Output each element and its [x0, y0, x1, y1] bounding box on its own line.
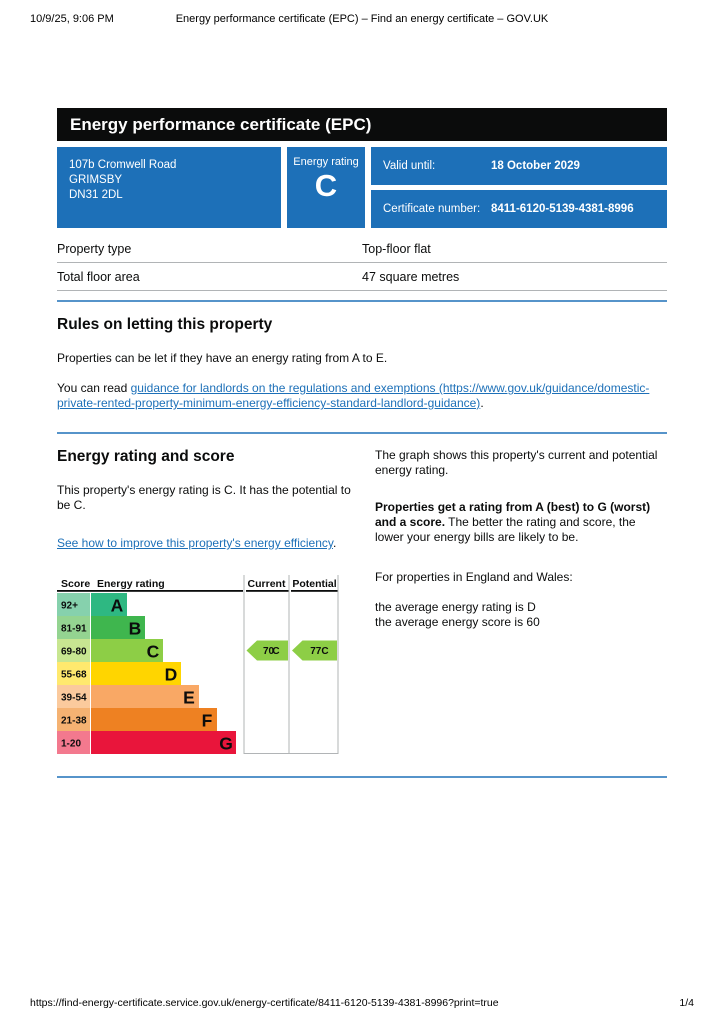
graph-explainer-text: The graph shows this property's current and potential energy rating. [375, 448, 658, 477]
address-line-2: GRIMSBY [69, 174, 123, 187]
epc-rating-chart [57, 575, 339, 761]
score-column-header: Score [61, 578, 91, 590]
rating-band-letter: A [110, 595, 124, 616]
improve-paragraph [57, 536, 342, 551]
rating-right-column [375, 448, 667, 761]
certificate-number-value: 8411-6120-5139-4381-8996 [491, 203, 634, 215]
score-range-label: 81-91 [61, 623, 87, 635]
certificate-page [57, 108, 667, 778]
score-range-label: 92+ [61, 600, 78, 612]
header-underline [291, 590, 338, 592]
rating-scale-bold: Properties get a rating from A (best) to G (worst) and a score. [375, 500, 651, 529]
rating-band-letter: D [164, 664, 178, 685]
current-rating-score: 70 [262, 646, 275, 657]
energy-rating-value: C [314, 168, 338, 203]
address-line-3: DN31 2DL [69, 189, 123, 202]
page-number: 1/4 [679, 997, 694, 1009]
improve-efficiency-link[interactable]: See how to improve this property's energy efficiency [57, 536, 333, 550]
potential-rating-score: 77 [310, 646, 322, 657]
score-range-label: 55-68 [61, 669, 87, 681]
print-header [30, 13, 694, 27]
certificate-number-box [371, 190, 667, 228]
energy-rating-section [57, 448, 667, 761]
print-datetime: 10/9/25, 9:06 PM [30, 13, 114, 25]
rating-section-heading: Energy rating and score [57, 448, 235, 465]
property-facts-table [57, 235, 667, 291]
valid-until-label: Valid until: [383, 160, 436, 172]
certificate-banner [57, 108, 667, 141]
energy-rating-box [287, 147, 365, 228]
current-rating-letter: C [272, 646, 280, 657]
score-range-label: 39-54 [61, 692, 87, 704]
rating-band-letter: C [146, 641, 160, 662]
rules-guidance-paragraph [57, 381, 667, 411]
floor-area-label: Total floor area [57, 270, 140, 284]
average-score-line: the average energy score is 60 [375, 615, 540, 629]
property-type-value: Top-floor flat [362, 242, 431, 256]
certificate-number-label: Certificate number: [383, 203, 481, 215]
guidance-text-suffix: . [480, 396, 484, 410]
print-page-title: Energy performance certificate (EPC) – Find an energy certificate – GOV.UK [175, 13, 549, 25]
england-wales-text: For properties in England and Wales: [375, 570, 573, 584]
potential-column-header: Potential [292, 578, 337, 590]
rating-scale-rest: The better the rating and score, the lower your energy bills are likely to be. [375, 515, 636, 544]
valid-until-box [371, 147, 667, 185]
property-address-box [57, 147, 281, 228]
average-rating-line: the average energy rating is D [375, 600, 536, 614]
score-range-label: 1-20 [61, 738, 82, 750]
column-border [289, 575, 290, 754]
energy-rating-label: Energy rating [293, 156, 359, 168]
floor-area-value: 47 square metres [362, 270, 460, 284]
rating-left-column [57, 448, 375, 761]
print-footer [30, 997, 694, 1009]
potential-rating-letter: C [321, 646, 329, 657]
print-url: https://find-energy-certificate.service.gov.uk/energy-certificate/8411-6120-5139-4381-8996?print=true [30, 997, 499, 1009]
section-divider [57, 776, 667, 778]
certificate-summary [57, 147, 667, 228]
rating-band-letter: E [183, 687, 195, 708]
score-range-label: 69-80 [61, 646, 87, 658]
section-divider [57, 300, 667, 302]
rating-band-letter: B [128, 618, 142, 639]
valid-until-value: 18 October 2029 [491, 160, 580, 172]
rules-section-heading: Rules on letting this property [57, 316, 273, 333]
improve-link-suffix: . [332, 536, 337, 550]
column-border [338, 575, 339, 754]
table-row [57, 235, 667, 263]
epc-rating-chart-svg [57, 575, 339, 756]
rating-band-letter: G [219, 733, 233, 754]
guidance-text-prefix: You can read [57, 381, 131, 395]
current-column-header: Current [247, 578, 286, 590]
rules-paragraph: Properties can be let if they have an energy rating from A to E. [57, 351, 388, 365]
section-divider [57, 432, 667, 434]
rating-column-header: Energy rating [97, 578, 165, 590]
column-border [244, 575, 245, 754]
landlord-guidance-link[interactable]: guidance for landlords on the regulations and exemptions (https://www.gov.uk/guidance/domestic-private-rented-property-minimum-energy-efficiency-standard-landlord-guidance) [57, 381, 650, 410]
score-range-label: 21-38 [61, 715, 87, 727]
header-underline [57, 590, 243, 592]
rating-band-bar [91, 731, 236, 754]
header-underline [246, 590, 289, 592]
certificate-meta [371, 147, 667, 228]
rating-intro-text: This property's energy rating is C. It has the potential to be C. [57, 483, 351, 512]
address-line-1: 107b Cromwell Road [69, 159, 177, 171]
rating-band-letter: F [201, 710, 213, 731]
property-type-label: Property type [57, 242, 132, 256]
certificate-title: Energy performance certificate (EPC) [70, 115, 372, 134]
rating-scale-text [375, 500, 667, 545]
column-border [244, 753, 339, 754]
average-stats [375, 600, 667, 630]
rating-band-bar [91, 708, 217, 731]
table-row [57, 263, 667, 291]
